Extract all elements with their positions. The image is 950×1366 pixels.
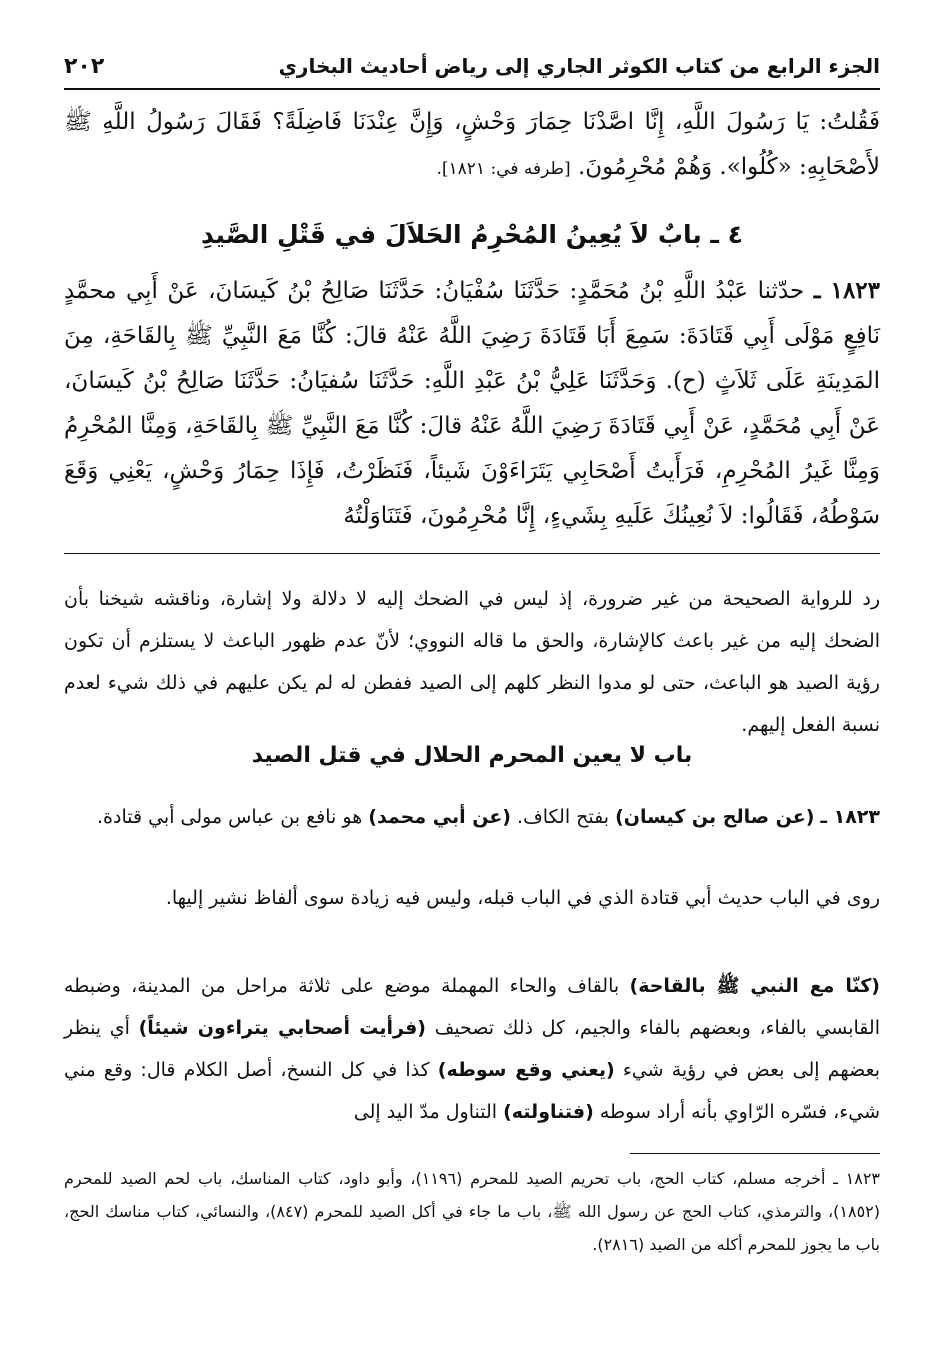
commentary-paragraph-1: رد للرواية الصحيحة من غير ضرورة، إذ ليس في الضحك إليه لا دلالة ولا إشارة، وناقشه شيخنا بأن الضحك إليه من غير باعث كالإشارة، والحق ما قاله النووي؛ لأنّ عدم ظهور الباعث لا يستلزم أن تكون رؤية الصيد هو الباعث، حتى لو مدوا النظر كلهم إلى الصيد ففطن له لم يكن عليهم في ذلك شيء لعدم نسبة الفعل إليهم. <box>64 588 880 736</box>
gloss: بالقاف والحاء المهملة موضع على ثلاثة مراحل من المدينة، وضبطه القابسي بالفاء، وبعضهم بالفاء والجيم، كل ذلك تصحيف <box>64 975 880 1039</box>
lemma: (كنّا مع النبي ﷺ بالقاحة) <box>629 975 880 997</box>
hadith-continuation <box>64 100 880 192</box>
chapter-title: ٤ ـ بابٌ لاَ يُعِينُ المُحْرِمُ الحَلاَلَ في قَتْلِ الصَّيدِ <box>201 220 743 249</box>
section-divider <box>64 553 880 554</box>
gloss: كذا في كل النسخ، أصل الكلام قال: وقع مني شيء، فسّره الرّاوي بأنه أراد سوطه <box>64 1059 880 1123</box>
footnote-divider <box>630 1153 880 1154</box>
commentary-paragraph-3: روى في الباب حديث أبي قتادة الذي في الباب قبله، وليس فيه زيادة سوى ألفاظ نشير إليها. <box>165 887 880 909</box>
running-title: الجزء الرابع من كتاب الكوثر الجاري إلى رياض أحاديث البخاري <box>278 54 880 78</box>
commentary-heading: باب لا يعين المحرم الحلال في قتل الصيد <box>251 743 693 768</box>
hadith-1823 <box>64 268 880 539</box>
gloss: هو نافع بن عباس مولى أبي قتادة. <box>96 806 363 828</box>
hadith-continuation-text: فَقُلتُ: يَا رَسُولَ اللَّهِ، إِنَّا اصَّدْنَا حِمَارَ وَحْشٍ، وَإِنَّ عِنْدَنَا فَاضِلَةً؟ فَقَالَ رَسُولُ اللَّهِ ﷺ لأَصْحَابِهِ: «كُلُوا». وَهُمْ مُحْرِمُونَ. <box>64 109 880 180</box>
lemma: (عن صالح بن كيسان) <box>615 806 815 828</box>
gloss: التناول مدّ اليد إلى <box>353 1101 498 1123</box>
commentary-paragraph-4 <box>64 965 880 1133</box>
footnote: ١٨٢٣ ـ أخرجه مسلم، كتاب الحج، باب تحريم الصيد للمحرم (١١٩٦)، وأبو داود، كتاب المناسك، باب لحم الصيد للمحرم (١٨٥٢)، والترمذي، كتاب الحج عن رسول الله ﷺ، باب ما جاء في أكل الصيد للمحرم (٨٤٧)، والنسائي، كتاب مناسك الحج، باب ما يجوز للمحرم أكله من الصيد (٢٨١٦). <box>64 1169 881 1254</box>
lemma: (فتناولته) <box>503 1101 594 1123</box>
cross-reference: [طرفه في: ١٨٢١]. <box>436 159 571 179</box>
lemma: (فرأيت أصحابي يتراءون شيئاً) <box>138 1017 426 1039</box>
lemma: (عن أبي محمد) <box>368 806 511 828</box>
hadith-text: حدّثنا عَبْدُ اللَّهِ بْنُ مُحَمَّدٍ: حَدَّثَنَا سُفْيَانُ: حَدَّثَنَا صَالِحُ بْنُ كَيسَانَ، عَنْ أَبِي محمَّدٍ نَافِعٍ مَوْلَى أَبِي قَتَادَةَ: سَمِعَ أَبَا قَتَادَةَ رَضِيَ اللَّهُ عَنْهُ قالَ: كُنَّا مَعَ النَّبِيِّ ﷺ بِالقَاحَةِ، مِنَ المَدِينَةِ عَلَى ثَلاَثٍ (ح). وَحَدَّثَنَا عَلِيُّ بْنُ عَبْدِ اللَّهِ: حَدَّثَنَا سُفيَانُ: حَدَّثَنَا صَالِحُ بْنُ كَيسَانَ، عَنْ أَبِي مُحَمَّدٍ، عَنْ أَبِي قَتَادَةَ رَضِيَ اللَّهُ عَنْهُ قالَ: كُنَّا مَعَ النَّبِيِّ ﷺ بِالقَاحَةِ، وَمِنَّا المُحْرِمُ وَمِنَّا غَيرُ المُحْرِمِ، فَرَأَيتُ أَصْحَابِي يَتَرَاءَوْنَ شَيئاً، فَنَظَرْتُ، فَإِذَا حِمَارُ وَحْشٍ، يَعْنِي وَقَعَ سَوْطُهُ، فَقَالُوا: لاَ نُعِينُكَ عَلَيهِ بِشَيءٍ، إِنَّا مُحْرِمُونَ، فَتَنَاوَلْتُهُ <box>64 278 880 529</box>
commentary-paragraph-2 <box>64 796 880 838</box>
gloss: أي ينظر بعضهم إلى بعض في رؤية شيء <box>64 1017 880 1081</box>
commentary-hadith-number: ١٨٢٣ ـ <box>820 806 880 828</box>
running-header <box>64 44 880 90</box>
hadith-number: ١٨٢٣ ـ <box>813 277 881 304</box>
page-number: ٢٠٢ <box>64 53 105 79</box>
lemma: (يعني وقع سوطه) <box>437 1059 615 1081</box>
gloss: بفتح الكاف. <box>517 806 610 828</box>
